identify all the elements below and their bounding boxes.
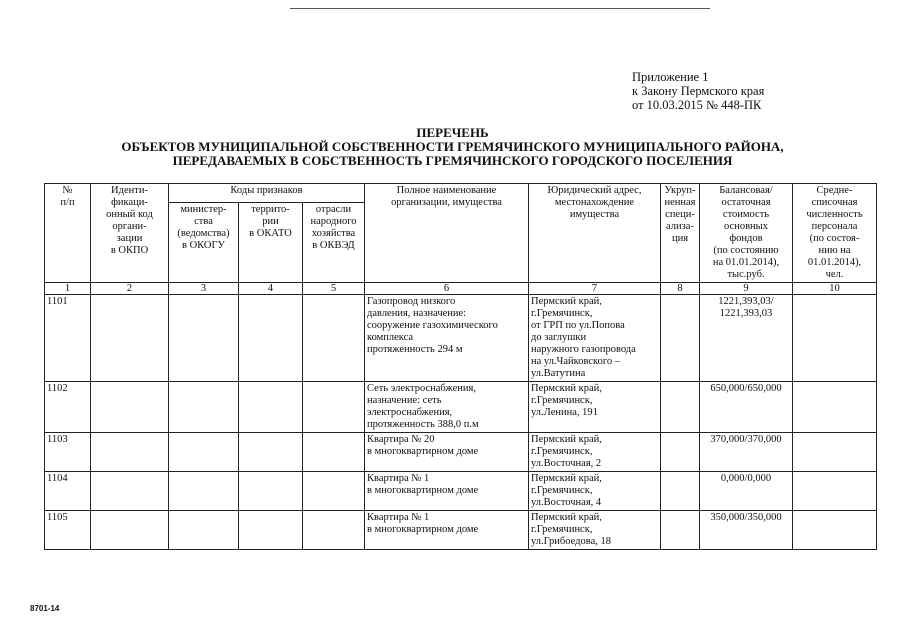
cell-okpo <box>91 382 169 433</box>
cell-okato <box>239 511 303 550</box>
text-line: г.Гремячинск, <box>531 395 593 406</box>
cell-balance <box>700 433 793 472</box>
cell-address <box>529 472 661 511</box>
column-number: 8 <box>661 283 700 295</box>
cell-staff <box>793 295 877 382</box>
text-line: нию на <box>818 245 851 256</box>
cell-okato <box>239 472 303 511</box>
text-line: тыс.руб. <box>727 269 765 280</box>
text-line: ства <box>194 216 213 227</box>
text-line: Укруп- <box>664 185 696 196</box>
cell-okogu <box>169 295 239 382</box>
text-line: в ОКОГУ <box>182 240 225 251</box>
cell-okogu <box>169 382 239 433</box>
text-line: специ- <box>665 209 695 220</box>
text-line: фондов <box>729 233 763 244</box>
text-line: основных <box>724 221 768 232</box>
cell-okved <box>303 382 365 433</box>
text-line: 370,000/370,000 <box>710 434 782 445</box>
cell-okpo <box>91 472 169 511</box>
column-number: 9 <box>700 283 793 295</box>
cell-okato <box>239 295 303 382</box>
text-line: персонала <box>811 221 858 232</box>
text-line: Квартира № 1 <box>367 512 430 523</box>
text-line: Квартира № 20 <box>367 434 435 445</box>
text-line: 01.01.2014), <box>807 257 862 268</box>
text-line: № <box>62 185 73 196</box>
text-line: в ОКАТО <box>249 228 292 239</box>
text-line: списочная <box>811 197 858 208</box>
cell-balance <box>700 511 793 550</box>
annex-line: Приложение 1 <box>632 70 709 84</box>
title-line: ПЕРЕЧЕНЬ <box>416 125 489 140</box>
cell-address <box>529 295 661 382</box>
cell-name <box>365 433 529 472</box>
table-row <box>45 382 877 433</box>
cell-address <box>529 382 661 433</box>
text-line: ализа- <box>666 221 694 232</box>
text-line: г.Гремячинск, <box>531 485 593 496</box>
table-row <box>45 295 877 382</box>
text-line: г.Гремячинск, <box>531 524 593 535</box>
text-line: электроснабжения, <box>367 407 453 418</box>
text-line: численность <box>806 209 863 220</box>
text-line: (по состоянию <box>713 245 779 256</box>
cell-staff <box>793 382 877 433</box>
text-line: ул.Ленина, 191 <box>531 407 598 418</box>
title-line: ПЕРЕДАВАЕМЫХ В СОБСТВЕННОСТЬ ГРЕМЯЧИНСКОГО ГОРОДСКОГО ПОСЕЛЕНИЯ <box>172 153 733 168</box>
text-line: Юридический адрес, <box>547 185 642 196</box>
cell-name <box>365 295 529 382</box>
cell-specialization <box>661 472 700 511</box>
text-line: на ул.Чайковского – <box>531 356 621 367</box>
cell-okogu <box>169 511 239 550</box>
text-line: назначение: сеть <box>367 395 442 406</box>
annex-line: от 10.03.2015 № 448-ПК <box>632 98 762 112</box>
header-num <box>45 184 91 283</box>
cell-staff <box>793 472 877 511</box>
row-id: 1105 <box>45 511 91 550</box>
column-number: 6 <box>365 283 529 295</box>
cell-specialization <box>661 433 700 472</box>
text-line: Сеть электроснабжения, <box>367 383 476 394</box>
text-line: в многоквартирном доме <box>367 524 479 535</box>
header-okved <box>303 203 365 283</box>
row-id: 1102 <box>45 382 91 433</box>
text-line: Балансовая/ <box>719 185 773 196</box>
text-line: на 01.01.2014), <box>712 257 780 268</box>
annex-line: к Закону Пермского края <box>632 84 765 98</box>
text-line: 350,000/350,000 <box>710 512 782 523</box>
text-line: от ГРП по ул.Попова <box>531 320 625 331</box>
table-row <box>45 433 877 472</box>
cell-okogu <box>169 472 239 511</box>
text-line: 650,000/650,000 <box>710 383 782 394</box>
text-line: чел. <box>825 269 844 280</box>
cell-specialization <box>661 511 700 550</box>
column-number: 10 <box>793 283 877 295</box>
text-line: Полное наименование <box>396 185 497 196</box>
row-id: 1101 <box>45 295 91 382</box>
text-line: в многоквартирном доме <box>367 446 479 457</box>
text-line: в ОКВЭД <box>312 240 355 251</box>
cell-okato <box>239 433 303 472</box>
annex-note <box>632 70 764 112</box>
table-row <box>45 472 877 511</box>
document-title <box>0 126 905 168</box>
text-line: в ОКПО <box>110 245 149 256</box>
header-balance <box>700 184 793 283</box>
text-line: п/п <box>60 197 75 208</box>
header-okpo <box>91 184 169 283</box>
text-line: онный код <box>106 209 153 220</box>
text-line: Газопровод низкого <box>367 296 456 307</box>
cell-okpo <box>91 433 169 472</box>
text-line: ул.Восточная, 4 <box>531 497 602 508</box>
cell-name <box>365 472 529 511</box>
text-line: 1221,393,03 <box>719 308 773 319</box>
text-line: Квартира № 1 <box>367 473 430 484</box>
text-line: зации <box>116 233 143 244</box>
text-line: народного <box>310 216 357 227</box>
column-number: 5 <box>303 283 365 295</box>
text-line: 0,000/0,000 <box>720 473 772 484</box>
text-line: остаточная <box>721 197 771 208</box>
cell-balance <box>700 472 793 511</box>
text-line: стоимость <box>722 209 770 220</box>
text-line: Пермский край, <box>531 512 602 523</box>
text-line: министер- <box>180 204 227 215</box>
text-line: давления, назначение: <box>367 308 467 319</box>
text-line: Средне- <box>816 185 853 196</box>
top-rule <box>290 8 710 9</box>
text-line: Иденти- <box>111 185 148 196</box>
text-line: наружного газопровода <box>531 344 636 355</box>
row-id: 1104 <box>45 472 91 511</box>
cell-name <box>365 382 529 433</box>
text-line: ул.Грибоедова, 18 <box>531 536 611 547</box>
text-line: террито- <box>251 204 290 215</box>
cell-okato <box>239 382 303 433</box>
column-number: 1 <box>45 283 91 295</box>
text-line: рии <box>262 216 279 227</box>
row-id: 1103 <box>45 433 91 472</box>
column-number-row <box>45 283 877 295</box>
cell-okved <box>303 511 365 550</box>
property-table <box>44 183 877 550</box>
text-line: ция <box>671 233 689 244</box>
cell-okved <box>303 433 365 472</box>
column-number: 2 <box>91 283 169 295</box>
header-name <box>365 184 529 283</box>
title-line: ОБЪЕКТОВ МУНИЦИПАЛЬНОЙ СОБСТВЕННОСТИ ГРЕМЯЧИНСКОГО МУНИЦИПАЛЬНОГО РАЙОНА, <box>121 139 784 154</box>
text-line: ул.Ватутина <box>531 368 586 379</box>
cell-okpo <box>91 295 169 382</box>
text-line: протяженность 388,0 п.м <box>367 419 479 430</box>
cell-balance <box>700 382 793 433</box>
text-line: (ведомства) <box>177 228 230 239</box>
text-line: г.Гремячинск, <box>531 308 593 319</box>
cell-specialization <box>661 382 700 433</box>
header-specialization <box>661 184 700 283</box>
text-line: хозяйства <box>311 228 356 239</box>
cell-okved <box>303 472 365 511</box>
text-line: Пермский край, <box>531 473 602 484</box>
text-line: местонахождение <box>554 197 635 208</box>
text-line: сооружение газохимического <box>367 320 498 331</box>
text-line: г.Гремячинск, <box>531 446 593 457</box>
text-line: ненная <box>664 197 696 208</box>
text-line: отрасли <box>315 204 352 215</box>
header-okogu <box>169 203 239 283</box>
table-row <box>45 511 877 550</box>
text-line: ул.Восточная, 2 <box>531 458 602 469</box>
text-line: Пермский край, <box>531 296 602 307</box>
column-number: 4 <box>239 283 303 295</box>
text-line: протяженность 294 м <box>367 344 463 355</box>
header-address <box>529 184 661 283</box>
text-line: Пермский край, <box>531 383 602 394</box>
header-staff <box>793 184 877 283</box>
cell-okpo <box>91 511 169 550</box>
cell-staff <box>793 511 877 550</box>
text-line: комплекса <box>367 332 414 343</box>
text-line: организации, имущества <box>391 197 502 208</box>
cell-name <box>365 511 529 550</box>
cell-staff <box>793 433 877 472</box>
cell-address <box>529 433 661 472</box>
cell-okved <box>303 295 365 382</box>
text-line: Пермский край, <box>531 434 602 445</box>
cell-balance <box>700 295 793 382</box>
header-codes-group: Коды признаков <box>169 184 365 203</box>
text-line: (по состоя- <box>809 233 860 244</box>
text-line: органи- <box>112 221 147 232</box>
text-line: в многоквартирном доме <box>367 485 479 496</box>
column-number: 3 <box>169 283 239 295</box>
text-line: имущества <box>569 209 620 220</box>
cell-okogu <box>169 433 239 472</box>
cell-address <box>529 511 661 550</box>
cell-specialization <box>661 295 700 382</box>
text-line: 1221,393,03/ <box>718 296 774 307</box>
header-okato <box>239 203 303 283</box>
column-number: 7 <box>529 283 661 295</box>
text-line: до заглушки <box>531 332 587 343</box>
text-line: фикаци- <box>111 197 148 208</box>
footer-code: 8701-14 <box>30 604 60 613</box>
